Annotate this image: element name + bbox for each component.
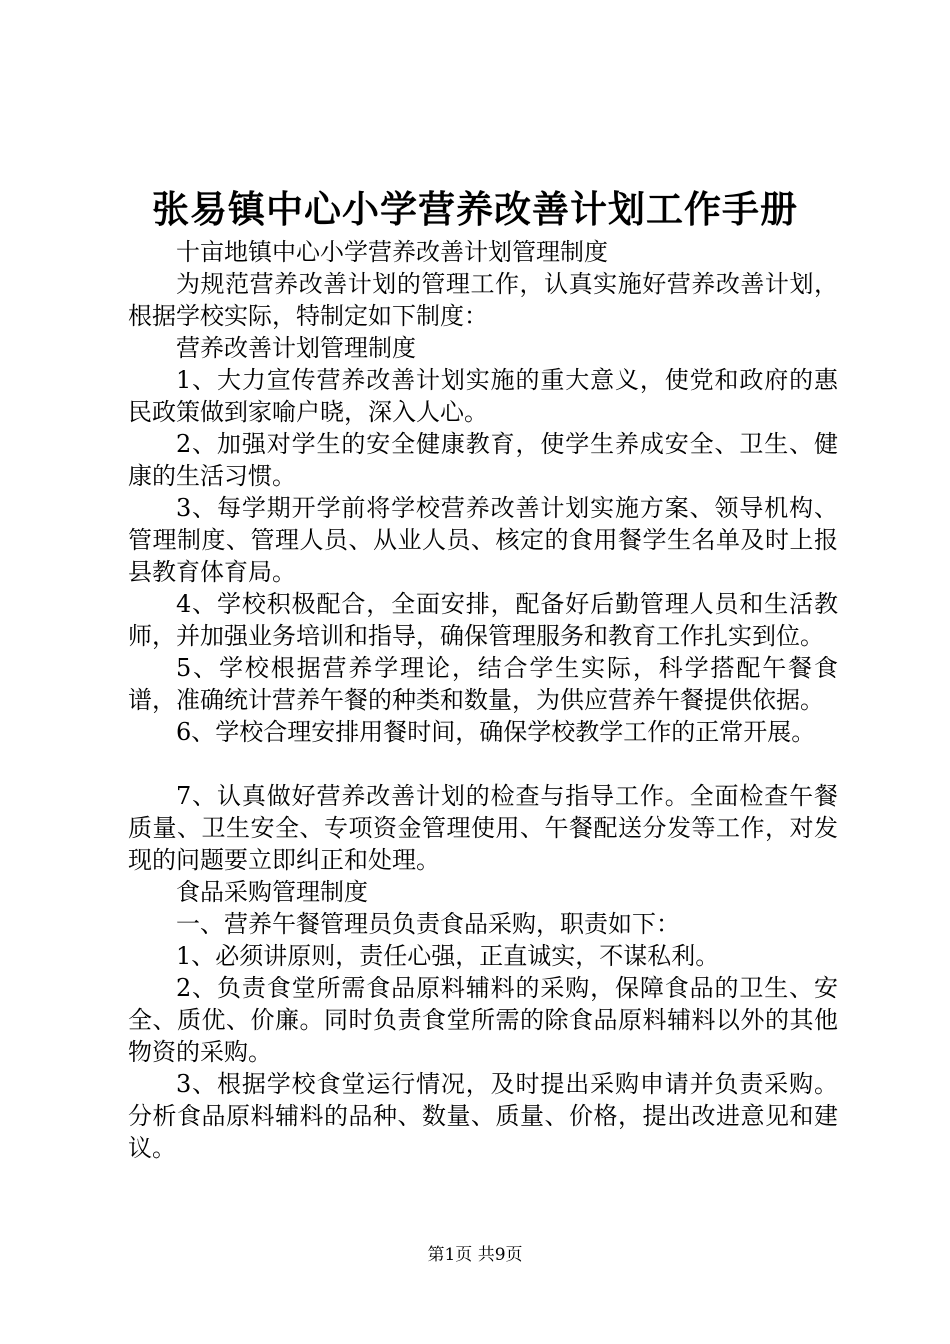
document-title: 张易镇中心小学营养改善计划工作手册 bbox=[152, 188, 798, 231]
paragraph: 5、学校根据营养学理论，结合学生实际，科学搭配午餐食谱，准确统计营养午餐的种类和数量，为供应营养午餐提供依据。 bbox=[128, 654, 838, 714]
paragraph: 1、必须讲原则，责任心强，正直诚实，不谋私利。 bbox=[176, 942, 720, 970]
paragraph: 食品采购管理制度 bbox=[176, 878, 368, 906]
paragraph: 为规范营养改善计划的管理工作，认真实施好营养改善计划，根据学校实际，特制定如下制度： bbox=[128, 270, 838, 330]
paragraph: 1、大力宣传营养改善计划实施的重大意义，使党和政府的惠民政策做到家喻户晓，深入人心。 bbox=[128, 366, 838, 426]
paragraph: 十亩地镇中心小学营养改善计划管理制度 bbox=[176, 238, 608, 266]
paragraph: 3、每学期开学前将学校营养改善计划实施方案、领导机构、管理制度、管理人员、从业人员、核定的食用餐学生名单及时上报县教育体育局。 bbox=[128, 494, 838, 586]
paragraph: 营养改善计划管理制度 bbox=[176, 334, 416, 362]
paragraph: 6、学校合理安排用餐时间，确保学校教学工作的正常开展。 bbox=[176, 718, 816, 746]
paragraph: 2、负责食堂所需食品原料辅料的采购，保障食品的卫生、安全、质优、价廉。同时负责食堂所需的除食品原料辅料以外的其他物资的采购。 bbox=[128, 974, 838, 1066]
page-footer: 第1页 共9页 bbox=[427, 1245, 523, 1265]
paragraph: 一、营养午餐管理员负责食品采购，职责如下： bbox=[176, 910, 680, 938]
paragraph: 3、根据学校食堂运行情况，及时提出采购申请并负责采购。分析食品原料辅料的品种、数量、质量、价格，提出改进意见和建议。 bbox=[128, 1070, 838, 1162]
document-body bbox=[128, 236, 838, 1164]
paragraph: 4、学校积极配合，全面安排，配备好后勤管理人员和生活教师，并加强业务培训和指导，确保管理服务和教育工作扎实到位。 bbox=[128, 590, 838, 650]
paragraph: 2、加强对学生的安全健康教育，使学生养成安全、卫生、健康的生活习惯。 bbox=[128, 430, 838, 490]
paragraph: 7、认真做好营养改善计划的检查与指导工作。全面检查午餐质量、卫生安全、专项资金管理使用、午餐配送分发等工作，对发现的问题要立即纠正和处理。 bbox=[128, 782, 838, 874]
